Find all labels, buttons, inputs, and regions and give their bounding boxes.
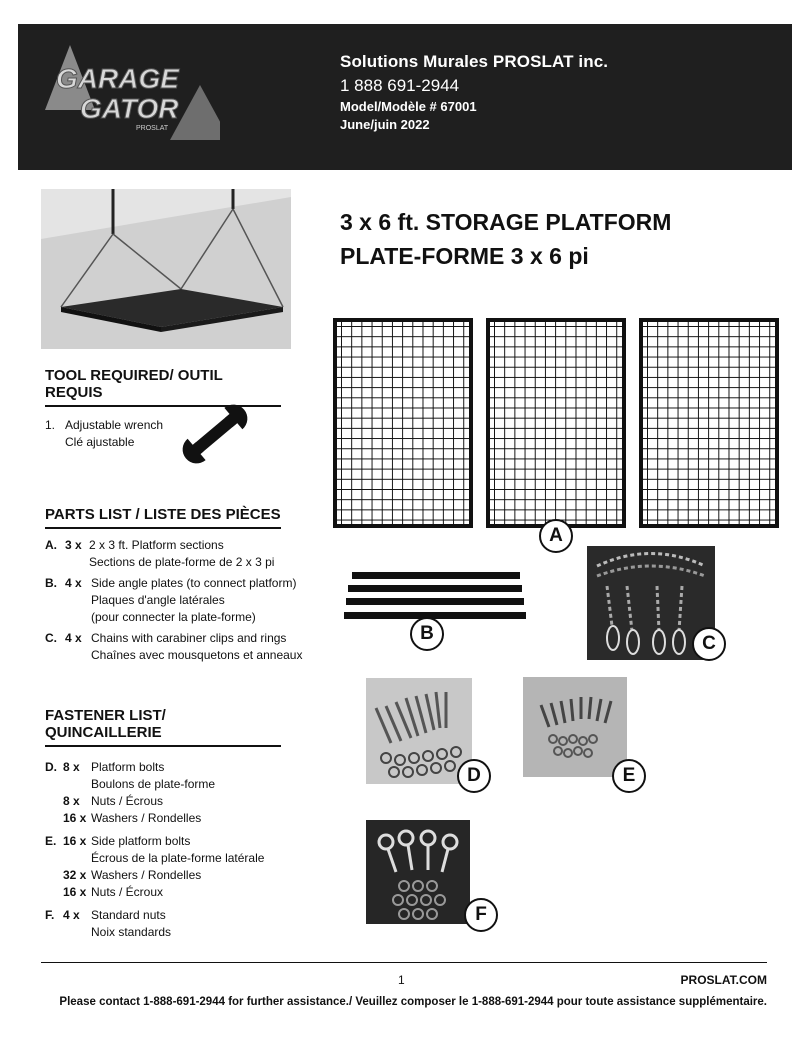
fastener-text: Écrous de la plate-forme latérale [91,851,265,865]
fastener-qty: 16 x [63,834,87,848]
parts-heading: PARTS LIST / LISTE DES PIÈCES [45,506,281,529]
part-qty: 4 x [65,576,82,590]
fastener-text: Nuts / Écrous [91,794,164,808]
svg-text:GATOR: GATOR [80,93,179,124]
callout-d: D [457,759,491,793]
tool-number: 1. [45,418,56,432]
fastener-letter: F. [45,908,55,922]
platform-bolts-photo [366,678,472,784]
fastener-letter: D. [45,760,57,774]
fastener-text: Standard nuts [91,908,166,922]
fastener-group-e [45,833,281,901]
part-qty: 3 x [65,538,82,552]
fastener-qty: 16 x [63,885,87,899]
platform-section-panel [333,318,473,528]
fastener-text: Side platform bolts [91,834,191,848]
fastener-text: Boulons de plate-forme [91,777,216,791]
title-french: PLATE-FORME 3 x 6 pi [340,243,589,269]
part-desc-line: (pour connecter la plate-forme) [91,610,256,624]
fastener-text: Platform bolts [91,760,165,774]
part-letter: B. [45,576,57,590]
garage-gator-logo [40,40,220,140]
callout-c: C [692,627,726,661]
callout-a: A [539,519,573,553]
part-item-a [45,537,302,571]
part-letter: C. [45,631,57,645]
document-date: June/juin 2022 [340,117,430,132]
platform-hero-photo [41,189,291,349]
callout-b: B [410,617,444,651]
model-number: Model/Modèle # 67001 [340,99,477,114]
parts-section [45,506,302,664]
platform-section-panel [639,318,779,528]
fastener-qty: 8 x [63,760,80,774]
fastener-letter: E. [45,834,57,848]
fastener-qty: 8 x [63,794,80,808]
fastener-qty: 32 x [63,868,87,882]
company-phone: 1 888 691-2944 [340,76,460,95]
footer-divider [41,962,767,963]
svg-text:GARAGE: GARAGE [56,63,179,94]
platform-section-panel [486,318,626,528]
side-bolts-photo [523,677,627,777]
company-name: Solutions Murales PROSLAT inc. [340,52,609,71]
part-desc-line: Chaînes avec mousquetons et anneaux [91,648,303,662]
document-title [340,205,671,273]
fasteners-heading: FASTENER LIST/ QUINCAILLERIE [45,707,281,747]
page-number: 1 [398,973,405,987]
wrench-icon [175,398,255,470]
tools-heading: TOOL REQUIRED/ OUTIL REQUIS [45,367,281,407]
part-desc-line: 2 x 3 ft. Platform sections [89,538,224,552]
fastener-qty [63,924,91,941]
part-qty: 4 x [65,631,82,645]
angle-plates-image [344,570,534,626]
contact-note: Please contact 1-888-691-2944 for further assistance./ Veuillez composer le 1-888-691-2944 pour toute assistance supplémentaire. [59,996,767,1008]
fasteners-section [45,707,281,941]
fastener-text: Nuts / Écroux [91,885,164,899]
fastener-qty [63,850,91,867]
part-desc-line: Sections de plate-forme de 2 x 3 pi [89,555,275,569]
fastener-qty: 4 x [63,908,80,922]
svg-text:PROSLAT: PROSLAT [136,125,169,132]
fastener-text: Washers / Rondelles [91,868,202,882]
fastener-text: Washers / Rondelles [91,811,202,825]
header-info [340,52,608,132]
tool-name-en: Adjustable wrench [65,418,164,432]
standard-nuts-photo [366,820,470,924]
part-item-c [45,630,302,664]
fastener-group-f [45,907,281,941]
fastener-qty: 16 x [63,811,87,825]
part-letter: A. [45,538,57,552]
callout-f: F [464,898,498,932]
website-link[interactable]: PROSLAT.COM [680,973,767,987]
part-desc-line: Plaques d'angle latérales [91,593,225,607]
part-desc-line: Chains with carabiner clips and rings [91,631,287,645]
part-desc-line: Side angle plates (to connect platform) [91,576,297,590]
fastener-qty [63,776,91,793]
tool-name-fr: Clé ajustable [65,435,135,449]
fastener-group-d [45,759,281,827]
part-item-b [45,575,302,626]
fastener-text: Noix standards [91,925,172,939]
callout-e: E [612,759,646,793]
title-english: 3 x 6 ft. STORAGE PLATFORM [340,209,672,235]
